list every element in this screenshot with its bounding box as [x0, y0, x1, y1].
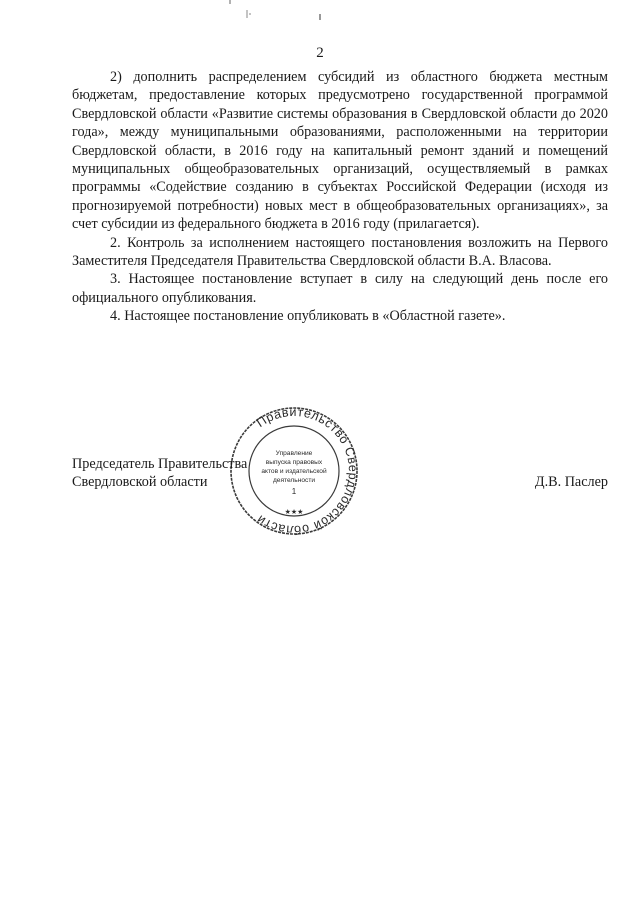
stamp-inner-line-1: Управление — [275, 450, 313, 457]
stamp-inner-line-4: деятельности — [272, 477, 316, 484]
signature-title-line-1: Председатель Правительства — [72, 456, 248, 472]
paragraph-item-2-subsidies: 2) дополнить распределением субсидий из областного бюджета местным бюджетам, предоставление которых предусмотрено государственной программой Свердловской области «Развитие системы образования в Свердловской области до 2020 года», между муниципальными образованиями, расположенными на территории Свердловской области, в 2016 году на капитальный ремонт зданий и помещений муниципальных общеобразовательных организаций, осуществляемый в рамках программы «Содействие созданию в субъектах Российской Федерации (исходя из прогнозируемой потребности) новых мест в общеобразовательных организациях», за счет субсидии из федерального бюджета в 2016 году (прилагается). — [72, 69, 608, 233]
signature-title — [72, 455, 247, 492]
paragraph-publication: 4. Настоящее постановление опубликовать в «Областной газете». — [110, 308, 506, 325]
official-stamp — [228, 405, 360, 537]
stamp-inner-line-2: выпуска правовых — [265, 459, 323, 466]
stamp-inner-line-3: актов и издательской — [261, 468, 327, 475]
stamp-stars: ★★★ — [284, 508, 304, 516]
signature-title-line-2: Свердловской области — [72, 474, 208, 491]
stamp-outer-text: Правительство Свердловской области — [253, 405, 360, 537]
scan-marks — [222, 0, 332, 24]
paragraph-effective-date: 3. Настоящее постановление вступает в силу на следующий день после его официального опубликования. — [72, 271, 608, 306]
signatory-name: Д.В. Паслер — [534, 474, 608, 490]
page-number: 2 — [316, 45, 324, 61]
document-body — [72, 68, 608, 326]
paragraph-control: 2. Контроль за исполнением настоящего постановления возложить на Первого Заместителя Председателя Правительства Свердловской области В.А. Власова. — [72, 234, 608, 270]
stamp-number: 1 — [291, 487, 297, 496]
